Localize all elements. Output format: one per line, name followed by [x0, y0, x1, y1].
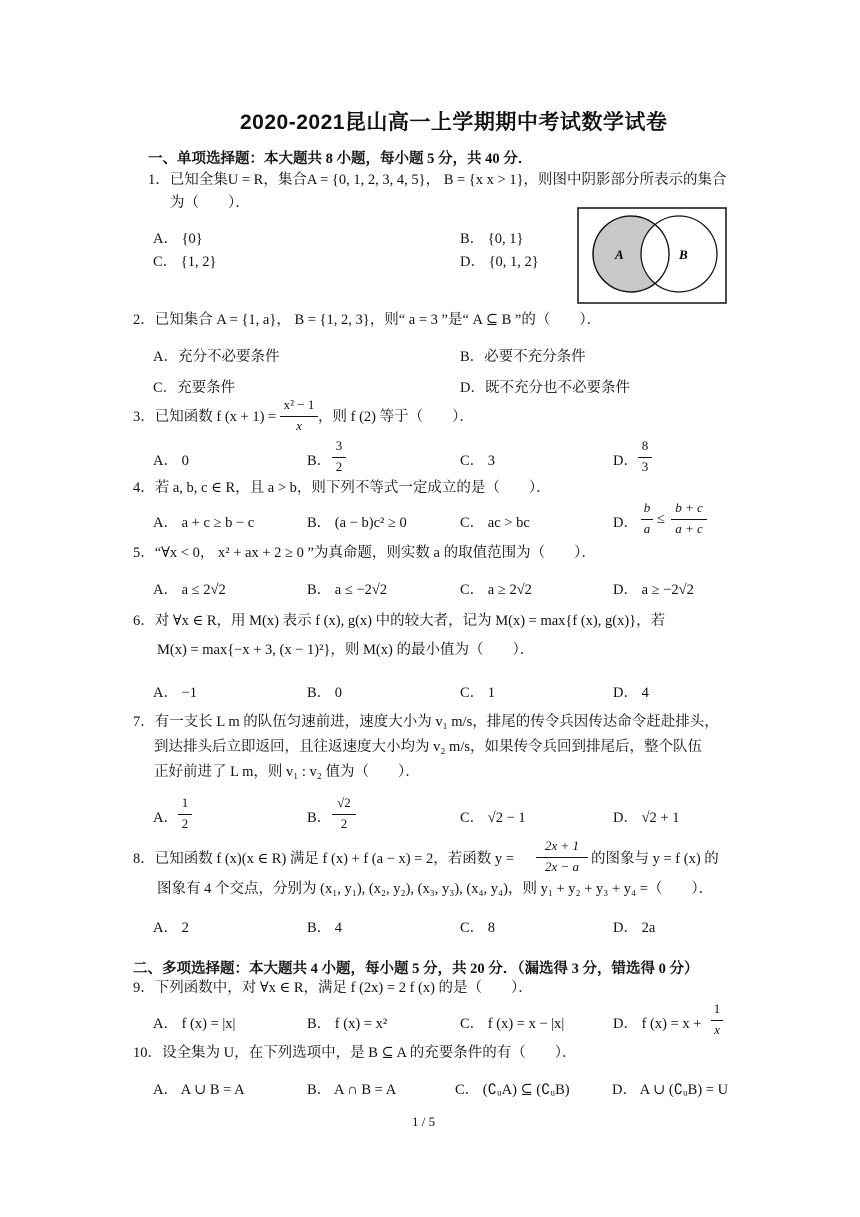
venn-diagram	[577, 207, 727, 304]
q10-option-a: A． A ∪ B = A	[153, 1082, 245, 1098]
q5-option-a: A． a ≤ 2√2	[153, 582, 226, 598]
q3-option-d-label: D．	[613, 453, 638, 469]
q9-stem: 9．下列函数中，对 ∀x ∈ R，满足 f (2x) = 2 f (x) 的是（ ）．	[133, 980, 533, 996]
page-number: 1 / 5	[412, 1114, 436, 1129]
q3-option-b-bar	[332, 457, 346, 458]
q9-option-a: A． f (x) = |x|	[153, 1016, 236, 1032]
q9-option-d-bar	[711, 1020, 723, 1021]
q3-fraction-bar	[280, 416, 318, 417]
q7-option-a-bar	[178, 814, 192, 815]
q5-option-c: C． a ≥ 2√2	[460, 582, 532, 598]
q3-stem-pre: 3．已知函数 f (x + 1) =	[133, 409, 277, 425]
q3-option-b-num: 3	[335, 438, 343, 453]
q3-option-c: C． 3	[460, 453, 496, 469]
q3-option-b-label: B．	[307, 453, 332, 469]
q8-fraction-num: 2x + 1	[544, 838, 580, 853]
q3-option-d-den: 3	[641, 459, 649, 474]
q4-option-d-right-num: b + c	[675, 500, 703, 515]
q4-option-d-left-den: a	[643, 521, 651, 536]
q10-option-c: C． (∁ᵤA) ⊆ (∁ᵤB)	[455, 1082, 570, 1098]
q10-option-d: D． A ∪ (∁ᵤB) = U	[612, 1082, 729, 1098]
q4-option-c: C． ac > bc	[460, 515, 530, 531]
q6-line1: 6．对 ∀x ∈ R，用 M(x) 表示 f (x), g(x) 中的较大者，记为 M(x) = max{f (x), g(x)}，若	[133, 613, 666, 629]
q6-option-c: C． 1	[460, 685, 496, 701]
q7-option-c: C． √2 − 1	[460, 810, 526, 826]
q4-option-d-rel: ≤	[657, 511, 665, 527]
section2-heading: 二、多项选择题：本大题共 4 小题，每小题 5 分，共 20 分．（漏选得 3 分，错选得 0 分）	[133, 961, 699, 977]
q8-line2: 图象有 4 个交点，分别为 (x₁, y₁), (x₂, y₂), (x₃, y₃), (x₄, y₄)，则 y₁ + y₂ + y₃ + y₄ =（ ）．	[157, 881, 714, 897]
q8-fraction-den: 2x − a	[544, 859, 580, 874]
q2-option-a: A．充分不必要条件	[153, 349, 280, 365]
q8-line1-post: 的图象与 y = f (x) 的	[591, 851, 719, 867]
q4-option-a: A． a + c ≥ b − c	[153, 515, 255, 531]
q9-option-b: B． f (x) = x²	[307, 1016, 388, 1032]
q7-option-b-num: √2	[337, 795, 351, 810]
q4-option-d-left-bar	[641, 519, 653, 520]
q9-option-d-num: 1	[713, 1001, 721, 1016]
q8-option-c: C． 8	[460, 920, 496, 936]
q3-fraction-den: x	[296, 418, 302, 433]
q7-option-a-den: 2	[181, 816, 189, 831]
q2-option-b: B．必要不充分条件	[460, 349, 586, 365]
q8-option-d: D． 2a	[613, 920, 656, 936]
q7-option-a-num: 1	[181, 795, 189, 810]
q1-option-d: D． {0, 1, 2}	[460, 254, 539, 270]
q8-line1-pre: 8．已知函数 f (x)(x ∈ R) 满足 f (x) + f (a − x) = 2，若函数 y =	[133, 851, 514, 867]
q7-line2: 到达排头后立即返回，且往返速度大小均为 v₂ m/s，如果传令兵回到排尾后，整个队伍	[154, 739, 703, 755]
q7-line3: 正好前进了 L m，则 v₁ : v₂ 值为（ ）．	[154, 764, 420, 780]
q4-option-b: B． (a − b)c² ≥ 0	[307, 515, 407, 531]
q7-option-b-bar	[332, 814, 356, 815]
q3-option-d-bar	[638, 457, 652, 458]
q5-stem: 5．“∀x < 0， x² + ax + 2 ≥ 0 ”为真命题，则实数 a 的取值范围为（ ）．	[133, 545, 596, 561]
q5-option-b: B． a ≤ −2√2	[307, 582, 388, 598]
q1-line1: 1．已知全集U = R，集合A = {0, 1, 2, 3, 4, 5}， B = {x x > 1}，则图中阴影部分所表示的集合	[148, 172, 727, 188]
q7-option-d: D． √2 + 1	[613, 810, 680, 826]
q10-stem: 10．设全集为 U，在下列选项中，是 B ⊆ A 的充要条件的有（ ）．	[133, 1045, 577, 1061]
q10-option-b: B． A ∩ B = A	[307, 1082, 397, 1098]
q6-line2: M(x) = max{−x + 3, (x − 1)²}，则 M(x) 的最小值为（ ）．	[157, 642, 535, 658]
q9-option-c: C． f (x) = x − |x|	[460, 1016, 565, 1032]
venn-label-b: B	[679, 247, 688, 262]
q3-option-d-num: 8	[641, 438, 649, 453]
q1-option-a: A． {0}	[153, 231, 203, 247]
q6-option-b: B． 0	[307, 685, 343, 701]
q8-option-a: A． 2	[153, 920, 189, 936]
q3-option-b-den: 2	[335, 459, 343, 474]
q1-line2: 为（ ）．	[170, 195, 250, 211]
q5-option-d: D． a ≥ −2√2	[613, 582, 694, 598]
q6-option-a: A． −1	[153, 685, 198, 701]
q8-option-b: B． 4	[307, 920, 343, 936]
q4-stem: 4．若 a, b, c ∈ R，且 a > b，则下列不等式一定成立的是（ ）．	[133, 480, 551, 496]
q4-option-d-right-den: a + c	[675, 521, 703, 536]
q3-option-a: A． 0	[153, 453, 189, 469]
q3-fraction-num: x² − 1	[283, 397, 315, 412]
q2-stem: 2．已知集合 A = {1, a}， B = {1, 2, 3}，则“ a = 3 ”是“ A ⊆ B ”的（ ）．	[133, 312, 602, 328]
q8-fraction-bar	[536, 857, 588, 858]
q2-option-d: D．既不充分也不必要条件	[460, 380, 630, 396]
q9-option-d-den: x	[714, 1022, 720, 1037]
q6-option-d: D． 4	[613, 685, 649, 701]
q4-option-d-left-num: b	[643, 500, 651, 515]
q2-option-c: C．充要条件	[153, 380, 236, 396]
q1-option-c: C． {1, 2}	[153, 254, 217, 270]
q4-option-d-label: D．	[613, 515, 638, 531]
section1-heading: 一、单项选择题：本大题共 8 小题，每小题 5 分，共 40 分．	[148, 151, 533, 167]
q1-option-b: B． {0, 1}	[460, 231, 524, 247]
q7-option-a-label: A．	[153, 810, 178, 826]
q9-option-d-pre: D． f (x) = x +	[613, 1016, 702, 1032]
q4-option-d-right-bar	[671, 519, 707, 520]
q7-line1: 7．有一支长 L m 的队伍匀速前进，速度大小为 v₁ m/s，排尾的传令兵因传达命令赶赴排头，	[133, 714, 719, 730]
q7-option-b-den: 2	[340, 816, 348, 831]
venn-label-a: A	[615, 247, 624, 262]
page-title: 2020-2021昆山高一上学期期中考试数学试卷	[240, 111, 668, 134]
q3-stem-post: ，则 f (2) 等于（ ）．	[318, 409, 474, 425]
q7-option-b-label: B．	[307, 810, 332, 826]
